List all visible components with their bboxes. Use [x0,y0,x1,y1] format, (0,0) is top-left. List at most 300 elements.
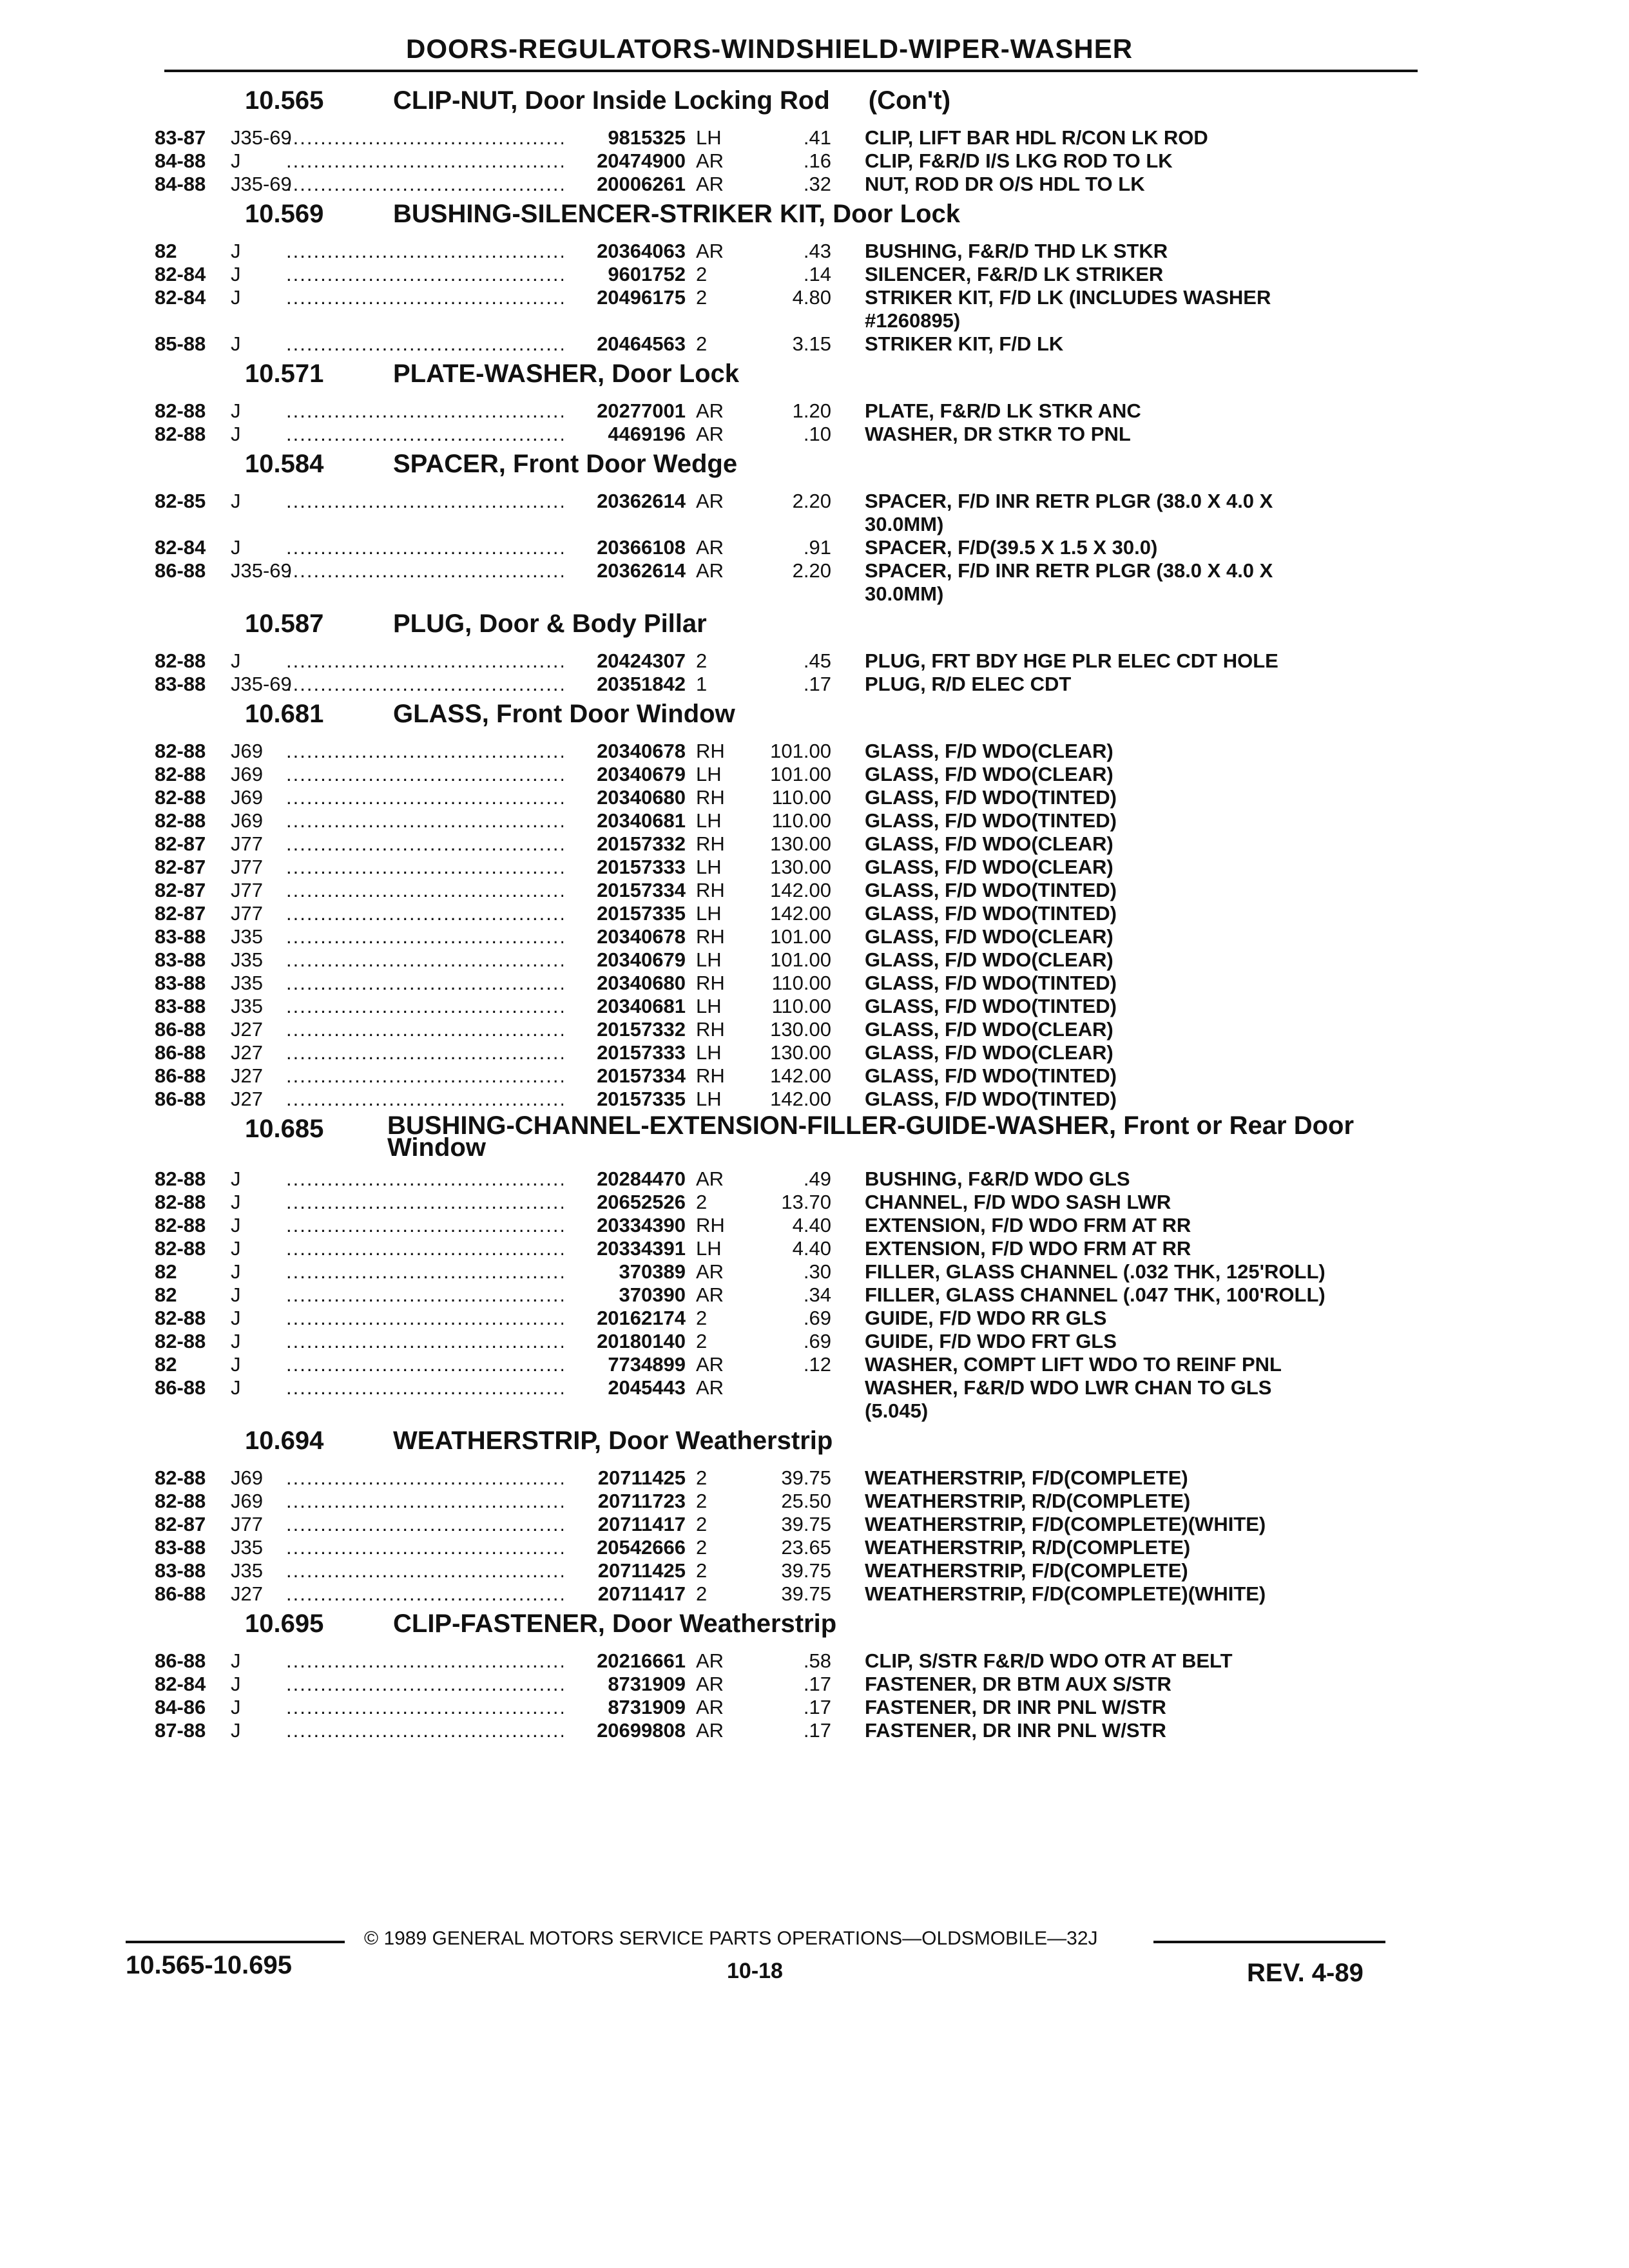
part-quantity: 2 [696,1466,708,1489]
part-price: 142.00 [770,1064,831,1087]
part-models: J35 [231,948,263,971]
part-description: GLASS, F/D WDO(CLEAR) [865,740,1113,762]
part-quantity: 2 [696,263,708,285]
part-years: 86-88 [155,1376,206,1399]
part-number: 20362614 [597,559,686,582]
part-description: GLASS, F/D WDO(TINTED) [865,879,1117,901]
section-number: 10.685 [245,1115,324,1143]
part-price: 101.00 [770,925,831,948]
part-number: 20180140 [597,1330,686,1352]
part-models: J27 [231,1041,263,1064]
part-price: 130.00 [770,1018,831,1041]
part-quantity: 2 [696,1582,708,1605]
part-models: J [231,286,241,309]
part-years: 86-88 [155,559,206,582]
section-title: CLIP-FASTENER, Door Weatherstrip [393,1610,837,1638]
part-models: J [231,1649,241,1672]
part-models: J35-69 [231,673,292,695]
part-models: J [231,423,241,445]
part-models: J [231,1673,241,1695]
part-years: 83-88 [155,948,206,971]
part-years: 82-88 [155,1307,206,1329]
part-quantity: LH [696,856,722,878]
section-title: PLATE-WASHER, Door Lock [393,360,740,388]
part-years: 83-88 [155,673,206,695]
part-quantity: AR [696,173,724,195]
part-number: 20711425 [597,1559,686,1582]
part-quantity: RH [696,786,725,809]
part-price: .58 [803,1649,831,1672]
part-quantity: LH [696,1237,722,1260]
part-description: SPACER, F/D INR RETR PLGR (38.0 X 4.0 X 30.0MM) [865,559,1273,605]
part-quantity: RH [696,1214,725,1236]
part-years: 83-87 [155,126,206,149]
part-description: SPACER, F/D INR RETR PLGR (38.0 X 4.0 X 30.0MM) [865,490,1273,535]
part-number: 370390 [619,1283,686,1306]
part-quantity: 1 [696,673,708,695]
part-quantity: AR [696,423,724,445]
part-quantity: 2 [696,1536,708,1559]
part-number: 20157334 [597,879,686,901]
section-number: 10.584 [245,450,324,478]
part-number: 20362614 [597,490,686,512]
part-models: J [231,1353,241,1376]
part-description: GLASS, F/D WDO(TINTED) [865,809,1117,832]
part-years: 87-88 [155,1719,206,1742]
part-quantity: 2 [696,1513,708,1535]
part-number: 20711417 [597,1513,686,1535]
part-description: GLASS, F/D WDO(TINTED) [865,972,1117,994]
part-models: J35 [231,995,263,1017]
part-years: 82-84 [155,536,206,559]
part-number: 20340678 [597,925,686,948]
part-quantity: 2 [696,1490,708,1512]
part-number: 20340679 [597,948,686,971]
part-description: FASTENER, DR INR PNL W/STR [865,1696,1166,1718]
part-description: CLIP, F&R/D I/S LKG ROD TO LK [865,149,1173,172]
part-price: 110.00 [771,995,831,1017]
part-years: 83-88 [155,995,206,1017]
part-quantity: LH [696,809,722,832]
part-price: 130.00 [770,832,831,855]
part-quantity: RH [696,925,725,948]
part-models: J69 [231,763,263,785]
part-models: J [231,1376,241,1399]
part-quantity: RH [696,832,725,855]
part-years: 82-88 [155,423,206,445]
part-price: .30 [803,1260,831,1283]
section-number: 10.694 [245,1427,324,1455]
part-price: 25.50 [781,1490,831,1512]
part-quantity: AR [696,149,724,172]
part-description: GLASS, F/D WDO(CLEAR) [865,948,1113,971]
part-description: GLASS, F/D WDO(CLEAR) [865,925,1113,948]
footer-revision: REV. 4-89 [1247,1959,1364,1987]
part-price: .16 [803,149,831,172]
part-number: 20340681 [597,809,686,832]
part-description: WEATHERSTRIP, F/D(COMPLETE) [865,1559,1188,1582]
part-years: 82-84 [155,263,206,285]
part-models: J35-69 [231,559,292,582]
part-models: J [231,1191,241,1213]
part-quantity: 2 [696,1307,708,1329]
part-price: 142.00 [770,1088,831,1110]
part-description: WEATHERSTRIP, F/D(COMPLETE)(WHITE) [865,1582,1266,1605]
part-price: .69 [803,1307,831,1329]
part-models: J27 [231,1582,263,1605]
part-description: GUIDE, F/D WDO RR GLS [865,1307,1107,1329]
part-years: 82 [155,240,177,262]
part-price: .14 [803,263,831,285]
part-models: J77 [231,879,263,901]
part-years: 86-88 [155,1649,206,1672]
part-quantity: AR [696,1719,724,1742]
part-description: GLASS, F/D WDO(TINTED) [865,1064,1117,1087]
part-price: 110.00 [771,972,831,994]
part-quantity: 2 [696,1330,708,1352]
part-number: 20699808 [597,1719,686,1742]
part-number: 20364063 [597,240,686,262]
part-price: 4.80 [792,286,831,309]
part-quantity: AR [696,1649,724,1672]
section-title: PLUG, Door & Body Pillar [393,610,707,638]
part-models: J35 [231,1536,263,1559]
part-models: J [231,649,241,672]
part-quantity: RH [696,1018,725,1041]
part-description: GLASS, F/D WDO(CLEAR) [865,763,1113,785]
part-description: BUSHING, F&R/D THD LK STKR [865,240,1168,262]
part-models: J77 [231,832,263,855]
part-number: 20157332 [597,832,686,855]
part-description: EXTENSION, F/D WDO FRM AT RR [865,1214,1191,1236]
section-title: CLIP-NUT, Door Inside Locking Rod [393,86,830,115]
part-years: 82-88 [155,1214,206,1236]
part-years: 82 [155,1260,177,1283]
footer-page-number: 10-18 [727,1959,783,1983]
part-years: 82-88 [155,1490,206,1512]
part-models: J [231,1283,241,1306]
section-number: 10.571 [245,360,324,388]
part-number: 20162174 [597,1307,686,1329]
part-description: FILLER, GLASS CHANNEL (.032 THK, 125'ROLL) [865,1260,1325,1283]
part-description: STRIKER KIT, F/D LK (INCLUDES WASHER #1260895) [865,286,1271,332]
part-models: J [231,1237,241,1260]
part-description: GLASS, F/D WDO(CLEAR) [865,1018,1113,1041]
part-quantity: AR [696,240,724,262]
part-quantity: AR [696,1353,724,1376]
part-price: .17 [803,1673,831,1695]
part-price: 110.00 [771,809,831,832]
part-price: 39.75 [781,1513,831,1535]
part-description: WEATHERSTRIP, R/D(COMPLETE) [865,1536,1191,1559]
part-description: GLASS, F/D WDO(TINTED) [865,902,1117,925]
part-number: 8731909 [608,1696,686,1718]
part-models: J69 [231,809,263,832]
part-models: J [231,490,241,512]
part-years: 82-85 [155,490,206,512]
part-years: 82-87 [155,1513,206,1535]
part-price: 2.20 [792,559,831,582]
part-price: 4.40 [792,1214,831,1236]
part-price: 101.00 [770,740,831,762]
part-years: 82 [155,1353,177,1376]
part-years: 82-87 [155,902,206,925]
part-description: FASTENER, DR INR PNL W/STR [865,1719,1166,1742]
part-models: J35 [231,1559,263,1582]
part-description: GLASS, F/D WDO(TINTED) [865,786,1117,809]
part-description: GLASS, F/D WDO(CLEAR) [865,1041,1113,1064]
part-description: WEATHERSTRIP, F/D(COMPLETE)(WHITE) [865,1513,1266,1535]
part-price: 110.00 [771,786,831,809]
part-number: 20351842 [597,673,686,695]
part-description: WEATHERSTRIP, F/D(COMPLETE) [865,1466,1188,1489]
part-number: 20711425 [597,1466,686,1489]
part-years: 83-88 [155,925,206,948]
part-price: .32 [803,173,831,195]
part-quantity: RH [696,972,725,994]
part-price: .45 [803,649,831,672]
part-quantity: 2 [696,1559,708,1582]
part-quantity: LH [696,995,722,1017]
part-quantity: AR [696,1673,724,1695]
part-years: 82-88 [155,1191,206,1213]
part-number: 20496175 [597,286,686,309]
part-models: J [231,149,241,172]
part-description: WASHER, COMPT LIFT WDO TO REINF PNL [865,1353,1282,1376]
section-number: 10.565 [245,86,324,115]
part-number: 20157334 [597,1064,686,1087]
part-number: 20424307 [597,649,686,672]
part-description: EXTENSION, F/D WDO FRM AT RR [865,1237,1191,1260]
part-price: 142.00 [770,902,831,925]
part-models: J69 [231,1490,263,1512]
part-years: 82-88 [155,1168,206,1190]
part-description: WASHER, DR STKR TO PNL [865,423,1131,445]
part-price: 130.00 [770,856,831,878]
part-models: J35-69 [231,173,292,195]
part-years: 84-86 [155,1696,206,1718]
part-quantity: AR [696,1696,724,1718]
part-quantity: RH [696,879,725,901]
part-models: J35 [231,925,263,948]
part-number: 20711417 [597,1582,686,1605]
part-years: 82-88 [155,1237,206,1260]
part-description: GUIDE, F/D WDO FRT GLS [865,1330,1117,1352]
section-number: 10.587 [245,610,324,638]
part-models: J [231,263,241,285]
part-models: J77 [231,1513,263,1535]
section-continued-label: (Con't) [868,86,951,115]
part-price: 23.65 [781,1536,831,1559]
part-price: 101.00 [770,948,831,971]
part-years: 82-88 [155,809,206,832]
part-quantity: LH [696,1041,722,1064]
part-description: FILLER, GLASS CHANNEL (.047 THK, 100'ROLL) [865,1283,1325,1306]
part-models: J [231,1307,241,1329]
part-price: 2.20 [792,490,831,512]
part-quantity: AR [696,490,724,512]
part-quantity: AR [696,536,724,559]
part-quantity: AR [696,559,724,582]
part-description: CLIP, LIFT BAR HDL R/CON LK ROD [865,126,1208,149]
part-years: 85-88 [155,332,206,355]
part-years: 82 [155,1283,177,1306]
page-header-title: DOORS-REGULATORS-WINDSHIELD-WIPER-WASHER [406,34,1133,64]
section-title: BUSHING-SILENCER-STRIKER KIT, Door Lock [393,200,961,228]
part-price: 3.15 [792,332,831,355]
part-number: 4469196 [608,423,686,445]
part-quantity: 2 [696,649,708,672]
part-models: J69 [231,1466,263,1489]
part-number: 2045443 [608,1376,686,1399]
part-price: 13.70 [781,1191,831,1213]
part-models: J [231,240,241,262]
part-models: J [231,1214,241,1236]
part-quantity: LH [696,902,722,925]
part-quantity: AR [696,1376,724,1399]
part-number: 20216661 [597,1649,686,1672]
part-models: J [231,1696,241,1718]
part-price: .17 [803,1696,831,1718]
part-price: .41 [803,126,831,149]
part-years: 82-88 [155,399,206,422]
part-description: GLASS, F/D WDO(CLEAR) [865,856,1113,878]
part-years: 82-84 [155,1673,206,1695]
part-number: 20006261 [597,173,686,195]
part-years: 82-87 [155,856,206,878]
part-years: 82-88 [155,649,206,672]
part-price: .69 [803,1330,831,1352]
part-number: 20157335 [597,902,686,925]
part-years: 83-88 [155,1536,206,1559]
part-number: 20366108 [597,536,686,559]
part-number: 20277001 [597,399,686,422]
part-years: 86-88 [155,1041,206,1064]
part-quantity: 2 [696,286,708,309]
part-quantity: LH [696,948,722,971]
section-number: 10.695 [245,1610,324,1638]
part-years: 82-87 [155,832,206,855]
part-description: FASTENER, DR BTM AUX S/STR [865,1673,1171,1695]
part-models: J35 [231,972,263,994]
part-years: 82-88 [155,1330,206,1352]
part-years: 86-88 [155,1018,206,1041]
part-models: J [231,399,241,422]
part-description: PLUG, R/D ELEC CDT [865,673,1072,695]
part-description: PLUG, FRT BDY HGE PLR ELEC CDT HOLE [865,649,1278,672]
part-years: 82-88 [155,786,206,809]
part-number: 7734899 [608,1353,686,1376]
part-price: 142.00 [770,879,831,901]
section-number: 10.681 [245,700,324,728]
part-quantity: LH [696,763,722,785]
part-quantity: 2 [696,1191,708,1213]
part-number: 20334391 [597,1237,686,1260]
part-description: GLASS, F/D WDO(TINTED) [865,995,1117,1017]
part-quantity: AR [696,1168,724,1190]
part-price: .12 [803,1353,831,1376]
part-price: .34 [803,1283,831,1306]
part-number: 20542666 [597,1536,686,1559]
part-price: .10 [803,423,831,445]
part-quantity: AR [696,1283,724,1306]
part-description: CLIP, S/STR F&R/D WDO OTR AT BELT [865,1649,1233,1672]
part-price: .17 [803,673,831,695]
part-description: PLATE, F&R/D LK STKR ANC [865,399,1141,422]
part-description: BUSHING, F&R/D WDO GLS [865,1168,1130,1190]
part-number: 20474900 [597,149,686,172]
part-models: J69 [231,786,263,809]
part-price: .91 [803,536,831,559]
part-years: 84-88 [155,173,206,195]
part-price: .49 [803,1168,831,1190]
footer-copyright: © 1989 GENERAL MOTORS SERVICE PARTS OPERATIONS—OLDSMOBILE—32J [364,1928,1098,1949]
part-models: J [231,1330,241,1352]
part-models: J [231,1260,241,1283]
section-title: GLASS, Front Door Window [393,700,735,728]
part-number: 20334390 [597,1214,686,1236]
part-number: 20464563 [597,332,686,355]
part-years: 86-88 [155,1064,206,1087]
part-price: 39.75 [781,1466,831,1489]
part-years: 83-88 [155,972,206,994]
part-quantity: RH [696,740,725,762]
part-quantity: AR [696,399,724,422]
part-number: 20284470 [597,1168,686,1190]
part-price: 39.75 [781,1582,831,1605]
part-description: WEATHERSTRIP, R/D(COMPLETE) [865,1490,1191,1512]
section-title: SPACER, Front Door Wedge [393,450,738,478]
part-models: J77 [231,856,263,878]
part-years: 82-87 [155,879,206,901]
part-models: J27 [231,1064,263,1087]
part-quantity: LH [696,1088,722,1110]
part-models: J27 [231,1018,263,1041]
part-quantity: LH [696,126,722,149]
part-number: 20340680 [597,972,686,994]
part-number: 20157333 [597,1041,686,1064]
part-years: 82-88 [155,763,206,785]
footer-rule-left [126,1941,345,1943]
part-price: 4.40 [792,1237,831,1260]
part-number: 20157333 [597,856,686,878]
part-number: 20652526 [597,1191,686,1213]
part-description: STRIKER KIT, F/D LK [865,332,1064,355]
part-number: 9601752 [608,263,686,285]
part-years: 84-88 [155,149,206,172]
section-title: BUSHING-CHANNEL-EXTENSION-FILLER-GUIDE-WASHER, Front or Rear Door Window [387,1111,1354,1162]
part-price: .43 [803,240,831,262]
part-description: NUT, ROD DR O/S HDL TO LK [865,173,1145,195]
part-models: J27 [231,1088,263,1110]
part-number: 20340681 [597,995,686,1017]
part-price: 130.00 [770,1041,831,1064]
footer-section-range: 10.565-10.695 [126,1951,293,1979]
part-quantity: AR [696,1260,724,1283]
part-models: J [231,536,241,559]
part-price: 1.20 [792,399,831,422]
part-number: 20340679 [597,763,686,785]
part-number: 20711723 [597,1490,686,1512]
part-number: 9815325 [608,126,686,149]
part-quantity: RH [696,1064,725,1087]
part-models: J [231,1719,241,1742]
part-number: 20157335 [597,1088,686,1110]
part-price: 39.75 [781,1559,831,1582]
part-models: J69 [231,740,263,762]
part-description: WASHER, F&R/D WDO LWR CHAN TO GLS (5.045) [865,1376,1272,1422]
part-description: GLASS, F/D WDO(TINTED) [865,1088,1117,1110]
